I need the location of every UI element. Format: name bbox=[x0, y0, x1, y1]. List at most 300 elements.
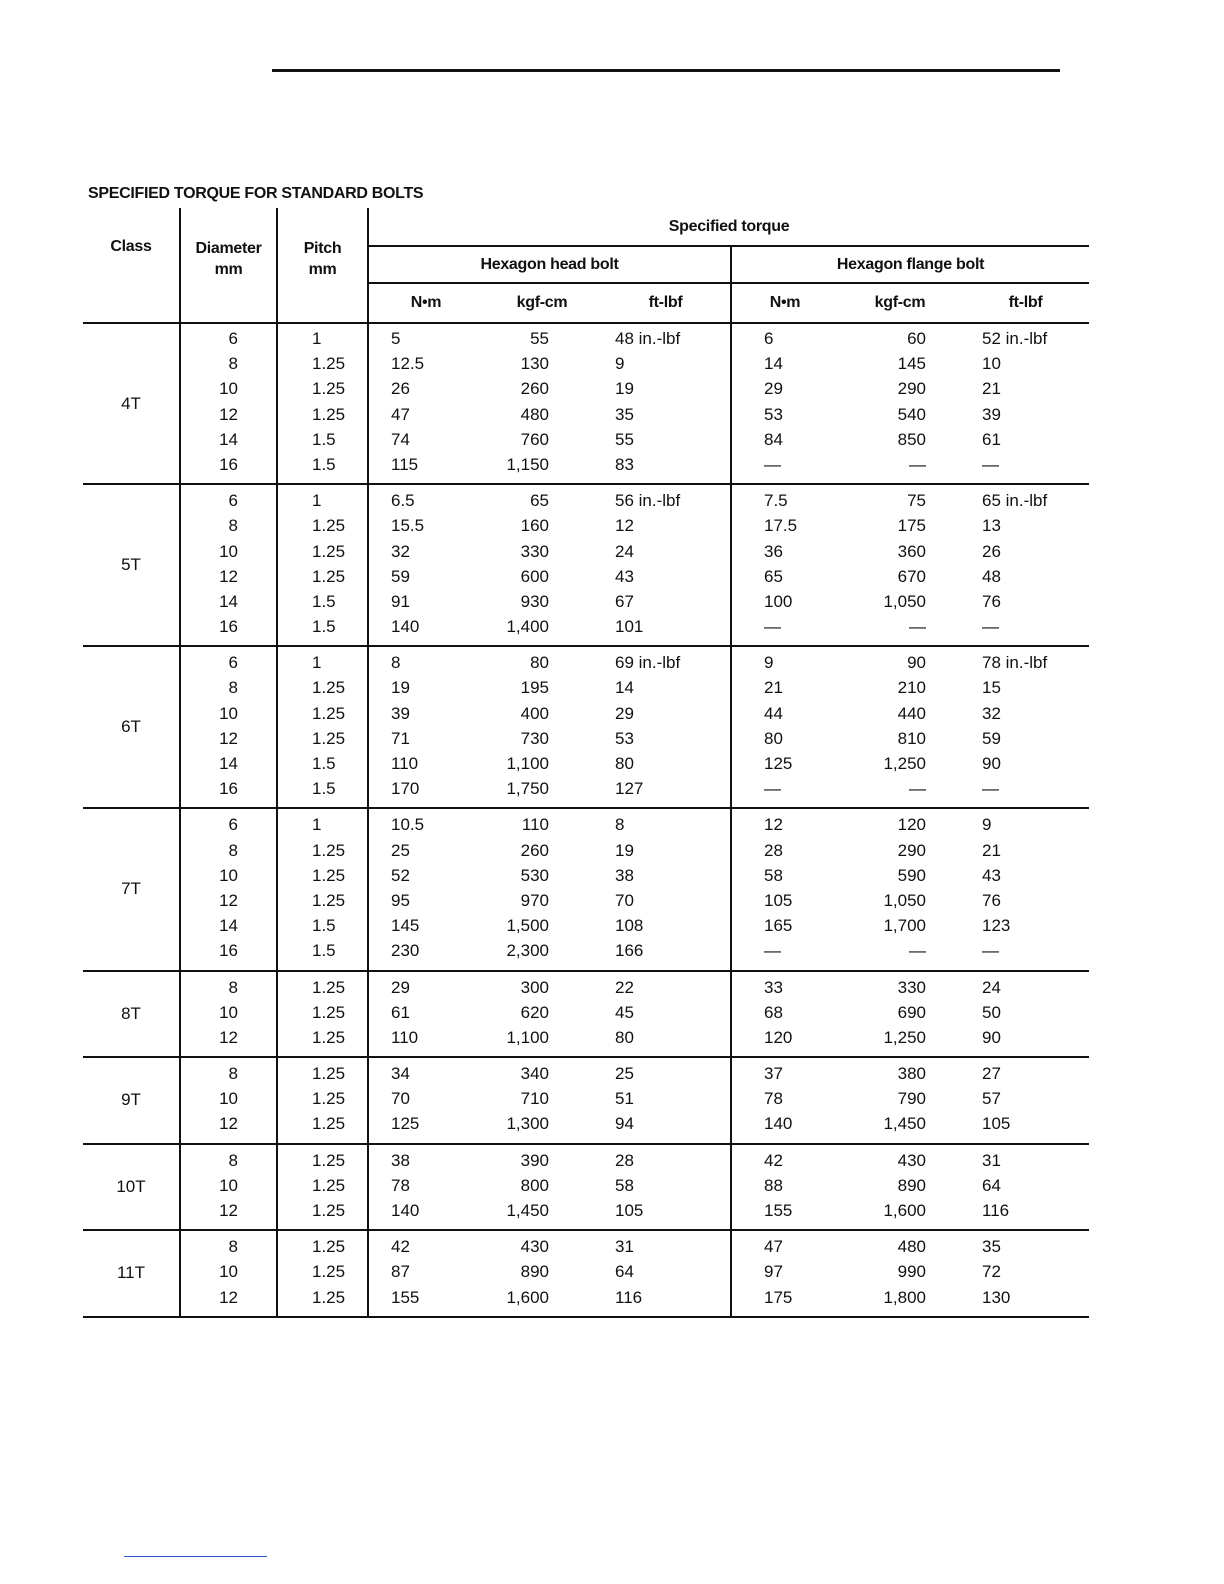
cell-pitch: 1.25 bbox=[312, 728, 346, 748]
column-flange-nm bbox=[731, 484, 838, 646]
cell-head-nm: 42 bbox=[391, 1237, 410, 1257]
column-head-nm bbox=[368, 484, 483, 646]
cell-diameter: 8 bbox=[228, 354, 238, 374]
cell-pitch: 1.5 bbox=[312, 591, 336, 611]
cell-head-nm: 15.5 bbox=[391, 516, 425, 536]
cell-flange-kgf: 60 bbox=[907, 329, 926, 348]
cell-pitch: 1.25 bbox=[312, 1114, 346, 1134]
header-pitch-label: Pitch bbox=[303, 240, 342, 257]
cell-head-nm: 52 bbox=[391, 865, 410, 885]
cell-head-ftlbf: 51 bbox=[615, 1089, 634, 1109]
cell-head-ftlbf: 9 bbox=[615, 354, 625, 374]
cell-flange-ftlbf: 76 bbox=[982, 591, 1001, 611]
cell-diameter: 12 bbox=[219, 728, 238, 748]
cell-head-ftlbf: 70 bbox=[615, 890, 634, 910]
cell-flange-kgf: 1,800 bbox=[883, 1287, 926, 1307]
header-class: Class bbox=[83, 208, 180, 323]
cell-head-nm: 61 bbox=[391, 1002, 410, 1022]
cell-diameter: 8 bbox=[228, 678, 238, 698]
class-group-row bbox=[83, 808, 1089, 970]
column-head-kgf bbox=[483, 484, 601, 646]
cell-head-nm: 140 bbox=[391, 617, 420, 637]
cell-head-kgf: 730 bbox=[520, 728, 549, 748]
header-flange-kgf: kgf-cm bbox=[838, 283, 962, 323]
cell-flange-ftlbf: 59 bbox=[982, 728, 1001, 748]
cell-head-ftlbf: 55 bbox=[615, 429, 634, 449]
cell-diameter: 6 bbox=[228, 653, 238, 673]
cell-diameter: 16 bbox=[219, 454, 238, 474]
cell-head-nm: 47 bbox=[391, 404, 410, 424]
cell-diameter: 10 bbox=[219, 703, 238, 723]
cell-head-nm: 38 bbox=[391, 1150, 410, 1170]
cell-pitch: 1.5 bbox=[312, 454, 336, 474]
class-group-row bbox=[83, 323, 1089, 484]
cell-head-kgf: 65 bbox=[530, 491, 549, 511]
cell-flange-ftlbf: 31 bbox=[982, 1150, 1001, 1170]
cell-flange-nm: 97 bbox=[764, 1262, 783, 1282]
cell-flange-ftlbf: 27 bbox=[982, 1064, 1001, 1084]
cell-flange-nm: 12 bbox=[764, 815, 783, 835]
cell-flange-nm: 21 bbox=[764, 678, 783, 698]
column-head-nm bbox=[368, 1230, 483, 1317]
column-flange-kgf bbox=[838, 323, 962, 484]
cell-flange-nm: 42 bbox=[764, 1150, 783, 1170]
cell-flange-kgf: 1,050 bbox=[883, 591, 926, 611]
column-flange-nm bbox=[731, 971, 838, 1058]
cell-flange-nm: — bbox=[764, 454, 781, 474]
cell-head-nm: 78 bbox=[391, 1175, 410, 1195]
cell-head-nm: 125 bbox=[391, 1114, 420, 1134]
cell-pitch: 1.5 bbox=[312, 941, 336, 961]
column-pitch bbox=[277, 971, 368, 1058]
column-head-ftlbf bbox=[601, 808, 731, 970]
cell-flange-ftlbf: 9 bbox=[982, 815, 992, 835]
class-group-row bbox=[83, 1057, 1089, 1144]
cell-head-kgf: 890 bbox=[520, 1262, 549, 1282]
header-flange-nm: N•m bbox=[731, 283, 838, 323]
column-pitch bbox=[277, 484, 368, 646]
column-head-nm bbox=[368, 1057, 483, 1144]
cell-head-nm: 170 bbox=[391, 779, 420, 799]
column-flange-ftlbf bbox=[962, 323, 1089, 484]
header-flange-ftlbf: ft-lbf bbox=[962, 283, 1089, 323]
cell-flange-ftlbf: 10 bbox=[982, 354, 1001, 374]
cell-head-kgf: 480 bbox=[520, 404, 549, 424]
cell-flange-nm: — bbox=[764, 617, 781, 637]
class-group-row bbox=[83, 971, 1089, 1058]
column-head-ftlbf bbox=[601, 1144, 731, 1231]
cell-diameter: 16 bbox=[219, 617, 238, 637]
cell-flange-ftlbf: 116 bbox=[982, 1201, 1010, 1220]
header-head-kgf: kgf-cm bbox=[483, 283, 601, 323]
cell-head-kgf: 400 bbox=[520, 703, 549, 723]
cell-flange-ftlbf: 90 bbox=[982, 754, 1001, 773]
class-group-row bbox=[83, 484, 1089, 646]
column-head-ftlbf bbox=[601, 646, 731, 808]
cell-diameter: 10 bbox=[219, 865, 238, 885]
cell-flange-ftlbf: 61 bbox=[982, 429, 1001, 449]
cell-head-kgf: 1,600 bbox=[506, 1287, 549, 1307]
cell-flange-nm: 28 bbox=[764, 840, 783, 860]
cell-head-nm: 70 bbox=[391, 1089, 410, 1109]
cell-diameter: 8 bbox=[228, 516, 238, 536]
cell-head-ftlbf: 64 bbox=[615, 1262, 634, 1282]
cell-head-kgf: 1,450 bbox=[506, 1201, 549, 1220]
cell-flange-nm: 14 bbox=[764, 354, 783, 374]
cell-head-kgf: 195 bbox=[520, 678, 549, 698]
cell-diameter: 14 bbox=[219, 916, 238, 936]
cell-diameter: 10 bbox=[219, 1262, 238, 1282]
cell-head-nm: 110 bbox=[391, 1027, 419, 1047]
cell-pitch: 1.25 bbox=[312, 1175, 346, 1195]
cell-head-nm: 34 bbox=[391, 1064, 410, 1084]
column-flange-ftlbf bbox=[962, 1230, 1089, 1317]
cell-head-nm: 145 bbox=[391, 916, 420, 936]
column-flange-nm bbox=[731, 1230, 838, 1317]
cell-flange-kgf: 670 bbox=[897, 566, 926, 586]
cell-diameter: 12 bbox=[219, 1287, 238, 1307]
cell-flange-ftlbf: 21 bbox=[982, 379, 1001, 399]
cell-head-kgf: 390 bbox=[520, 1150, 549, 1170]
cell-pitch: 1.25 bbox=[312, 541, 346, 561]
cell-diameter: 16 bbox=[219, 779, 238, 799]
cell-head-nm: 8 bbox=[391, 653, 401, 673]
cell-diameter: 12 bbox=[219, 566, 238, 586]
cell-diameter: 12 bbox=[219, 404, 238, 424]
column-flange-ftlbf bbox=[962, 808, 1089, 970]
cell-head-nm: 19 bbox=[391, 678, 410, 698]
column-head-nm bbox=[368, 1144, 483, 1231]
cell-pitch: 1.25 bbox=[312, 1064, 346, 1084]
class-group-row bbox=[83, 1230, 1089, 1317]
header-head-ftlbf: ft-lbf bbox=[601, 283, 731, 323]
cell-head-ftlbf: 83 bbox=[615, 454, 634, 474]
cell-diameter: 12 bbox=[219, 890, 238, 910]
cell-diameter: 12 bbox=[219, 1114, 238, 1134]
cell-pitch: 1.25 bbox=[312, 1262, 346, 1282]
cell-flange-ftlbf: 26 bbox=[982, 541, 1001, 561]
column-diameter bbox=[180, 808, 277, 970]
cell-flange-ftlbf: 76 bbox=[982, 890, 1001, 910]
cell-head-ftlbf: 22 bbox=[615, 977, 634, 997]
cell-head-nm: 12.5 bbox=[391, 354, 425, 374]
header-specified-torque: Specified torque bbox=[368, 208, 1089, 246]
cell-flange-kgf: 380 bbox=[897, 1064, 926, 1084]
column-diameter bbox=[180, 484, 277, 646]
cell-head-nm: 91 bbox=[391, 591, 410, 611]
table-body bbox=[83, 323, 1089, 1317]
cell-pitch: 1.25 bbox=[312, 1027, 346, 1047]
cell-head-ftlbf: 56 in.-lbf bbox=[615, 491, 681, 511]
cell-flange-nm: 44 bbox=[764, 703, 783, 723]
cell-flange-ftlbf: — bbox=[982, 779, 999, 799]
cell-pitch: 1.5 bbox=[312, 617, 336, 637]
cell-pitch: 1.25 bbox=[312, 354, 346, 374]
cell-pitch: 1.5 bbox=[312, 754, 336, 773]
column-flange-nm bbox=[731, 323, 838, 484]
column-diameter bbox=[180, 323, 277, 484]
cell-head-kgf: 130 bbox=[520, 354, 549, 374]
cell-pitch: 1.25 bbox=[312, 1237, 346, 1257]
cell-head-nm: 74 bbox=[391, 429, 410, 449]
cell-flange-ftlbf: 130 bbox=[982, 1287, 1011, 1307]
cell-head-kgf: 55 bbox=[530, 329, 549, 348]
cell-pitch: 1.25 bbox=[312, 678, 346, 698]
column-diameter bbox=[180, 1057, 277, 1144]
cell-flange-kgf: 990 bbox=[897, 1262, 926, 1282]
cell-head-ftlbf: 101 bbox=[615, 617, 644, 637]
column-flange-kgf bbox=[838, 808, 962, 970]
class-group-row bbox=[83, 646, 1089, 808]
cell-pitch: 1.5 bbox=[312, 779, 336, 799]
header-pitch-unit: mm bbox=[308, 261, 337, 278]
cell-head-ftlbf: 166 bbox=[615, 941, 644, 961]
cell-flange-nm: 7.5 bbox=[764, 491, 788, 511]
cell-flange-ftlbf: 48 bbox=[982, 566, 1001, 586]
cell-flange-ftlbf: 64 bbox=[982, 1175, 1001, 1195]
cell-diameter: 8 bbox=[228, 1150, 238, 1170]
cell-head-kgf: 300 bbox=[520, 977, 549, 997]
cell-flange-nm: 65 bbox=[764, 566, 783, 586]
cell-flange-kgf: 1,250 bbox=[883, 754, 926, 773]
cell-flange-ftlbf: 123 bbox=[982, 916, 1011, 936]
cell-head-kgf: 970 bbox=[520, 890, 549, 910]
cell-flange-ftlbf: 50 bbox=[982, 1002, 1001, 1022]
cell-head-nm: 155 bbox=[391, 1287, 420, 1307]
column-flange-kgf bbox=[838, 971, 962, 1058]
cell-head-ftlbf: 19 bbox=[615, 379, 634, 399]
cell-flange-ftlbf: 39 bbox=[982, 404, 1001, 424]
cell-head-kgf: 710 bbox=[520, 1089, 549, 1109]
header-diameter bbox=[180, 208, 277, 323]
cell-flange-ftlbf: 57 bbox=[982, 1089, 1001, 1109]
cell-flange-kgf: 75 bbox=[907, 491, 926, 511]
cell-pitch: 1.5 bbox=[312, 916, 336, 936]
column-head-nm bbox=[368, 971, 483, 1058]
cell-pitch: 1.25 bbox=[312, 977, 346, 997]
cell-flange-kgf: 690 bbox=[897, 1002, 926, 1022]
cell-diameter: 8 bbox=[228, 977, 238, 997]
cell-diameter: 10 bbox=[219, 1175, 238, 1195]
cell-flange-kgf: 810 bbox=[897, 728, 926, 748]
cell-diameter: 10 bbox=[219, 541, 238, 561]
cell-head-ftlbf: 53 bbox=[615, 728, 634, 748]
column-flange-ftlbf bbox=[962, 971, 1089, 1058]
cell-flange-nm: 88 bbox=[764, 1175, 783, 1195]
column-flange-ftlbf bbox=[962, 1144, 1089, 1231]
bottom-rule bbox=[124, 1556, 267, 1557]
cell-flange-kgf: 290 bbox=[897, 379, 926, 399]
cell-head-kgf: 260 bbox=[520, 379, 549, 399]
cell-head-ftlbf: 38 bbox=[615, 865, 634, 885]
cell-flange-kgf: 290 bbox=[897, 840, 926, 860]
cell-head-ftlbf: 14 bbox=[615, 678, 634, 698]
header-head-nm: N•m bbox=[368, 283, 483, 323]
cell-head-ftlbf: 80 bbox=[615, 754, 634, 773]
cell-flange-kgf: 360 bbox=[897, 541, 926, 561]
cell-head-nm: 110 bbox=[391, 754, 419, 773]
column-flange-nm bbox=[731, 646, 838, 808]
cell-flange-kgf: 330 bbox=[897, 977, 926, 997]
column-pitch bbox=[277, 1144, 368, 1231]
cell-head-nm: 87 bbox=[391, 1262, 410, 1282]
cell-head-kgf: 260 bbox=[520, 840, 549, 860]
cell-head-ftlbf: 31 bbox=[615, 1237, 634, 1257]
column-head-ftlbf bbox=[601, 1230, 731, 1317]
cell-flange-kgf: 1,700 bbox=[883, 916, 926, 936]
column-head-kgf bbox=[483, 1057, 601, 1144]
cell-flange-ftlbf: 78 in.-lbf bbox=[982, 653, 1048, 673]
cell-flange-kgf: 430 bbox=[897, 1150, 926, 1170]
cell-pitch: 1.25 bbox=[312, 1201, 346, 1220]
column-flange-nm bbox=[731, 1057, 838, 1144]
cell-flange-nm: 140 bbox=[764, 1114, 793, 1134]
column-head-nm bbox=[368, 808, 483, 970]
cell-head-nm: 32 bbox=[391, 541, 410, 561]
cell-flange-kgf: — bbox=[909, 779, 926, 799]
column-flange-ftlbf bbox=[962, 1057, 1089, 1144]
cell-head-nm: 10.5 bbox=[391, 815, 425, 835]
cell-head-ftlbf: 24 bbox=[615, 541, 634, 561]
cell-diameter: 6 bbox=[228, 329, 238, 348]
cell-flange-kgf: 590 bbox=[897, 865, 926, 885]
column-head-ftlbf bbox=[601, 1057, 731, 1144]
cell-flange-ftlbf: 35 bbox=[982, 1237, 1001, 1257]
cell-pitch: 1 bbox=[312, 653, 322, 673]
column-flange-nm bbox=[731, 808, 838, 970]
cell-head-ftlbf: 69 in.-lbf bbox=[615, 653, 681, 673]
cell-flange-kgf: — bbox=[909, 617, 926, 637]
cell-flange-ftlbf: 65 in.-lbf bbox=[982, 491, 1048, 511]
column-flange-kgf bbox=[838, 1144, 962, 1231]
class-label: 8T bbox=[83, 971, 180, 1058]
cell-head-ftlbf: 108 bbox=[615, 916, 644, 936]
column-flange-kgf bbox=[838, 646, 962, 808]
cell-head-kgf: 330 bbox=[520, 541, 549, 561]
cell-flange-ftlbf: 32 bbox=[982, 703, 1001, 723]
column-head-ftlbf bbox=[601, 971, 731, 1058]
cell-flange-ftlbf: — bbox=[982, 454, 999, 474]
class-label: 11T bbox=[83, 1230, 180, 1317]
cell-flange-nm: 84 bbox=[764, 429, 783, 449]
class-label: 5T bbox=[83, 484, 180, 646]
cell-pitch: 1.25 bbox=[312, 1287, 346, 1307]
cell-flange-nm: 80 bbox=[764, 728, 783, 748]
column-head-kgf bbox=[483, 1230, 601, 1317]
cell-head-kgf: 340 bbox=[520, 1064, 549, 1084]
cell-head-kgf: 430 bbox=[520, 1237, 549, 1257]
cell-head-kgf: 760 bbox=[520, 429, 549, 449]
cell-flange-nm: 9 bbox=[764, 653, 774, 673]
cell-head-ftlbf: 8 bbox=[615, 815, 625, 835]
class-label: 9T bbox=[83, 1057, 180, 1144]
cell-head-kgf: 80 bbox=[530, 653, 549, 673]
cell-head-kgf: 530 bbox=[520, 865, 549, 885]
cell-head-ftlbf: 94 bbox=[615, 1114, 634, 1134]
cell-pitch: 1.25 bbox=[312, 1150, 346, 1170]
cell-head-nm: 95 bbox=[391, 890, 410, 910]
cell-flange-nm: 155 bbox=[764, 1201, 793, 1220]
cell-pitch: 1.25 bbox=[312, 703, 346, 723]
column-flange-nm bbox=[731, 1144, 838, 1231]
column-flange-ftlbf bbox=[962, 484, 1089, 646]
cell-pitch: 1.25 bbox=[312, 566, 346, 586]
cell-flange-kgf: 890 bbox=[897, 1175, 926, 1195]
column-head-ftlbf bbox=[601, 484, 731, 646]
cell-flange-nm: 6 bbox=[764, 329, 774, 348]
cell-head-nm: 5 bbox=[391, 329, 401, 348]
cell-flange-ftlbf: 24 bbox=[982, 977, 1001, 997]
cell-pitch: 1 bbox=[312, 329, 322, 348]
cell-flange-kgf: 440 bbox=[897, 703, 926, 723]
cell-head-ftlbf: 28 bbox=[615, 1150, 634, 1170]
cell-flange-ftlbf: 52 in.-lbf bbox=[982, 329, 1048, 348]
cell-flange-kgf: 1,250 bbox=[883, 1027, 926, 1047]
cell-flange-kgf: 850 bbox=[897, 429, 926, 449]
cell-head-kgf: 110 bbox=[521, 815, 549, 835]
cell-head-nm: 29 bbox=[391, 977, 410, 997]
cell-head-ftlbf: 35 bbox=[615, 404, 634, 424]
column-head-nm bbox=[368, 323, 483, 484]
cell-flange-kgf: 1,450 bbox=[883, 1114, 926, 1134]
column-head-kgf bbox=[483, 646, 601, 808]
cell-head-nm: 115 bbox=[391, 454, 419, 474]
cell-diameter: 10 bbox=[219, 1089, 238, 1109]
cell-head-kgf: 1,150 bbox=[506, 454, 549, 474]
column-head-ftlbf bbox=[601, 323, 731, 484]
cell-pitch: 1.5 bbox=[312, 429, 336, 449]
column-diameter bbox=[180, 646, 277, 808]
cell-pitch: 1 bbox=[312, 491, 322, 511]
cell-diameter: 8 bbox=[228, 840, 238, 860]
cell-diameter: 6 bbox=[228, 491, 238, 511]
header-diameter-label: Diameter bbox=[195, 240, 262, 257]
cell-head-kgf: 1,100 bbox=[506, 1027, 549, 1047]
cell-flange-nm: 68 bbox=[764, 1002, 783, 1022]
cell-head-kgf: 1,500 bbox=[506, 916, 549, 936]
cell-diameter: 8 bbox=[228, 1064, 238, 1084]
cell-flange-kgf: 1,600 bbox=[883, 1201, 926, 1220]
class-label: 10T bbox=[83, 1144, 180, 1231]
cell-flange-nm: 120 bbox=[764, 1027, 793, 1047]
cell-flange-kgf: 145 bbox=[897, 354, 926, 374]
cell-head-kgf: 160 bbox=[520, 516, 549, 536]
cell-flange-nm: 37 bbox=[764, 1064, 783, 1084]
cell-flange-nm: 58 bbox=[764, 865, 783, 885]
cell-head-kgf: 2,300 bbox=[506, 941, 549, 961]
cell-head-ftlbf: 67 bbox=[615, 591, 634, 611]
cell-flange-nm: 78 bbox=[764, 1089, 783, 1109]
cell-flange-nm: 175 bbox=[764, 1287, 793, 1307]
cell-flange-nm: 165 bbox=[764, 916, 793, 936]
header-diameter-unit: mm bbox=[214, 261, 243, 278]
column-diameter bbox=[180, 971, 277, 1058]
header-hexagon-head-bolt: Hexagon head bolt bbox=[368, 246, 731, 283]
cell-flange-nm: 53 bbox=[764, 404, 783, 424]
cell-diameter: 12 bbox=[219, 1201, 238, 1220]
page-title: SPECIFIED TORQUE FOR STANDARD BOLTS bbox=[88, 185, 424, 202]
cell-flange-nm: 100 bbox=[764, 591, 793, 611]
column-diameter bbox=[180, 1144, 277, 1231]
torque-table bbox=[83, 208, 1089, 1318]
column-flange-kgf bbox=[838, 1057, 962, 1144]
column-head-kgf bbox=[483, 323, 601, 484]
cell-head-kgf: 600 bbox=[520, 566, 549, 586]
column-flange-ftlbf bbox=[962, 646, 1089, 808]
cell-flange-kgf: 480 bbox=[897, 1237, 926, 1257]
cell-diameter: 8 bbox=[228, 1237, 238, 1257]
cell-flange-kgf: 790 bbox=[897, 1089, 926, 1109]
